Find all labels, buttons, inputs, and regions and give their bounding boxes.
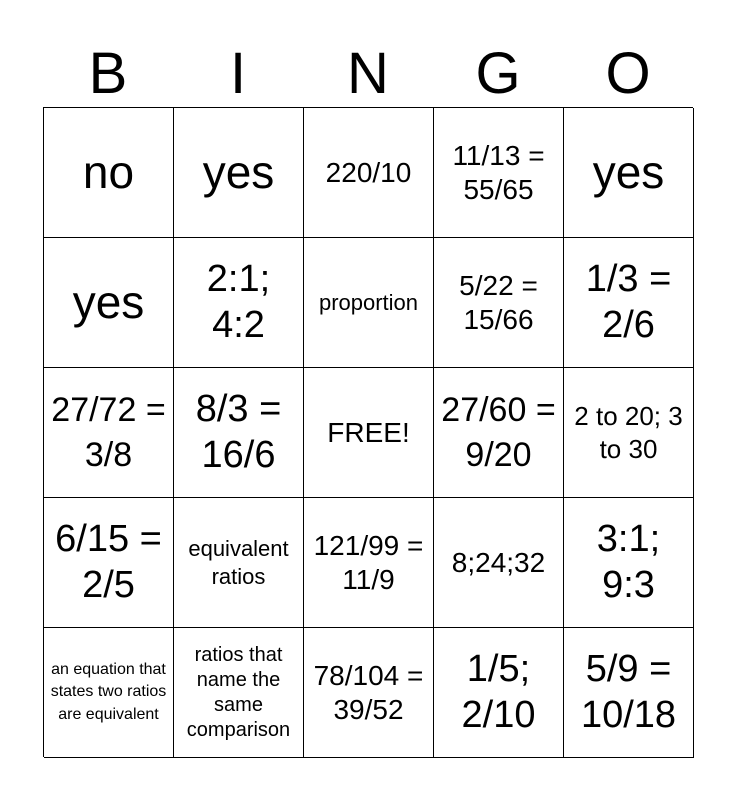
bingo-cell[interactable]: 121/99 = 11/9 (304, 498, 434, 628)
bingo-cell[interactable]: 220/10 (304, 108, 434, 238)
bingo-cell[interactable]: yes (174, 108, 304, 238)
bingo-header (43, 40, 693, 108)
bingo-cell[interactable]: an equation that states two ratios are equivalent (44, 628, 174, 758)
bingo-cell[interactable]: 8/3 = 16/6 (174, 368, 304, 498)
free-space-cell[interactable]: FREE! (304, 368, 434, 498)
bingo-cell[interactable]: 27/60 = 9/20 (434, 368, 564, 498)
bingo-cell[interactable]: ratios that name the same comparison (174, 628, 304, 758)
bingo-cell[interactable]: 8;24;32 (434, 498, 564, 628)
bingo-cell[interactable]: proportion (304, 238, 434, 368)
bingo-cell[interactable]: no (44, 108, 174, 238)
bingo-cell[interactable]: 5/22 = 15/66 (434, 238, 564, 368)
bingo-cell[interactable]: 6/15 = 2/5 (44, 498, 174, 628)
bingo-cell[interactable]: 5/9 = 10/18 (564, 628, 694, 758)
header-letter-g: G (475, 41, 521, 106)
bingo-cell[interactable]: 1/5; 2/10 (434, 628, 564, 758)
bingo-cell[interactable]: 27/72 = 3/8 (44, 368, 174, 498)
bingo-cell[interactable]: 1/3 = 2/6 (564, 238, 694, 368)
bingo-cell[interactable]: 2 to 20; 3 to 30 (564, 368, 694, 498)
header-letter-i: I (229, 41, 247, 106)
bingo-cell[interactable]: 3:1; 9:3 (564, 498, 694, 628)
header-letter-o: O (605, 41, 651, 106)
bingo-cell[interactable]: 78/104 = 39/52 (304, 628, 434, 758)
header-letter-n: N (347, 41, 389, 106)
bingo-cell[interactable]: yes (564, 108, 694, 238)
bingo-cell[interactable]: equivalent ratios (174, 498, 304, 628)
header-letter-b: B (88, 41, 128, 106)
bingo-cell[interactable]: yes (44, 238, 174, 368)
bingo-board (43, 107, 693, 757)
bingo-cell[interactable]: 2:1; 4:2 (174, 238, 304, 368)
bingo-cell[interactable]: 11/13 = 55/65 (434, 108, 564, 238)
